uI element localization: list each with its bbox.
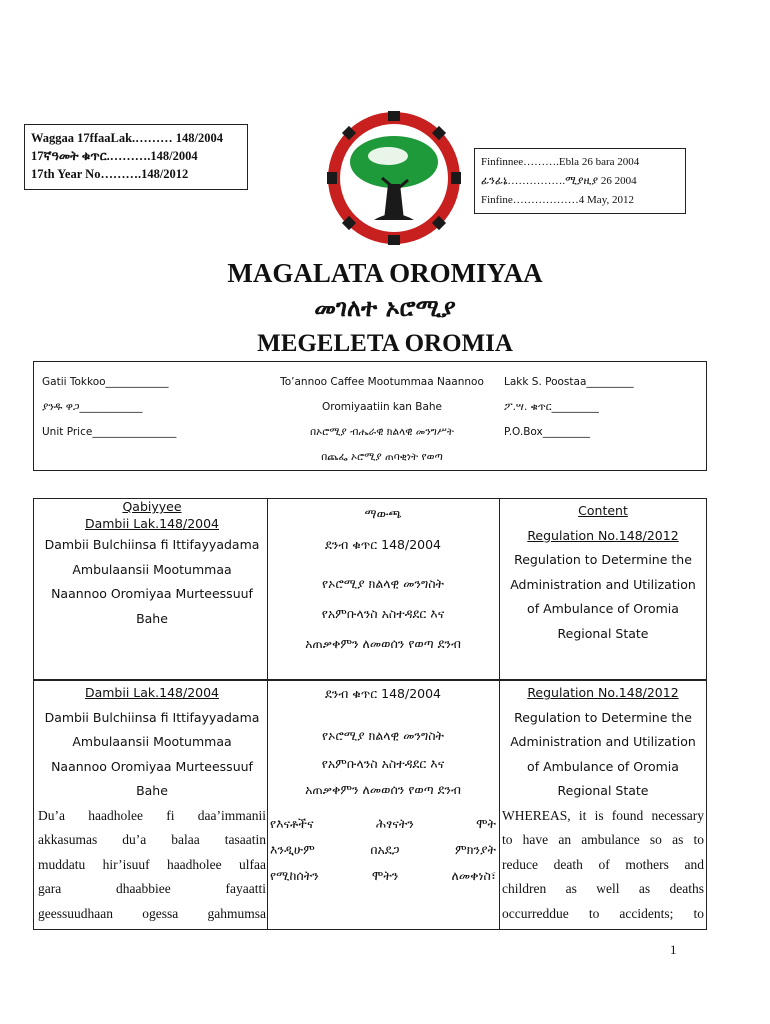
body-reg-title-amharic-2: የአምቡላንስ አስተዳደር እና bbox=[321, 756, 445, 771]
regulation-title-english-2: Administration and Utilization bbox=[510, 576, 696, 592]
oromia-emblem-logo bbox=[318, 108, 470, 258]
contents-heading-english: Content bbox=[578, 503, 628, 518]
body-reg-title-oromo-4: Bahe bbox=[136, 783, 168, 798]
unit-price-oromo: Gatii Tokkoo____________ bbox=[42, 376, 169, 388]
contents-oromo-cell bbox=[38, 499, 266, 631]
preamble-oromo-line-3: muddatu hir’isuuf haadholee ulfaa bbox=[38, 856, 266, 872]
publisher-line-1: To’annoo Caffee Mootummaa Naannoo bbox=[280, 376, 484, 388]
preamble-oromo-line-2: akkasumas du’a balaa tasaatin bbox=[38, 832, 266, 847]
title-english: MEGELETA OROMIA bbox=[257, 330, 513, 357]
body-reg-number-english: Regulation No.148/2012 bbox=[527, 685, 679, 700]
unit-price-english: Unit Price________________ bbox=[42, 426, 177, 438]
page-number: 1 bbox=[670, 942, 677, 957]
regulation-title-english-1: Regulation to Determine the bbox=[514, 552, 692, 567]
date-line-english: Finfine………………4 May, 2012 bbox=[481, 194, 634, 206]
po-box-column bbox=[504, 370, 634, 445]
regulation-title-amharic-3: አጠቃቀምን ለመወሰን የወጣ ደንብ bbox=[305, 636, 461, 651]
preamble-english-line-1: WHEREAS, it is found necessary bbox=[502, 807, 704, 823]
regulation-title-oromo-2: Ambulaansii Mootummaa bbox=[72, 561, 232, 577]
regulation-body-table bbox=[33, 680, 707, 930]
body-reg-title-oromo-1: Dambii Bulchiinsa fi Ittifayyadama bbox=[44, 709, 260, 725]
body-oromo-cell bbox=[38, 681, 266, 926]
po-box-amharic: ፖ.ሣ. ቁጥር_________ bbox=[504, 401, 599, 413]
regulation-title-english-3: of Ambulance of Oromia bbox=[527, 601, 679, 616]
body-english-cell bbox=[502, 681, 704, 926]
body-reg-title-oromo-2: Ambulaansii Mootummaa bbox=[72, 734, 232, 749]
regulation-number-english: Regulation No.148/2012 bbox=[527, 527, 679, 543]
title-amharic: መገለተ ኦሮሚያ bbox=[314, 294, 456, 322]
body-reg-title-oromo-3: Naannoo Oromiyaa Murteessuuf bbox=[51, 758, 253, 774]
contents-heading-oromo: Qabiyyee bbox=[122, 499, 182, 514]
issue-info-box bbox=[24, 124, 248, 190]
preamble-oromo-line-1: Du’a haadholee fi daa’immanii bbox=[38, 807, 266, 823]
body-reg-number-oromo: Dambii Lak.148/2004 bbox=[84, 685, 220, 700]
date-line-amharic: ፊንፊኔ…………….ሚያዚያ 26 2004 bbox=[481, 175, 637, 187]
price-column bbox=[42, 370, 176, 445]
publication-info-box bbox=[33, 361, 707, 471]
preamble-english-line-5: occurreddue to accidents; to bbox=[502, 905, 704, 921]
regulation-title-amharic-1: የኦሮሚያ ክልላዊ መንግስት bbox=[322, 576, 444, 591]
issue-line-amharic: 17ኛዓመት ቁጥር.……….148/2004 bbox=[31, 149, 198, 163]
preamble-english-line-3: reduce death of mothers and bbox=[502, 856, 704, 872]
publisher-line-3: በኦሮሚያ ብሔራዊ ክልላዊ መንግሥት bbox=[310, 426, 454, 438]
contents-table bbox=[33, 498, 707, 680]
date-info-box bbox=[474, 148, 686, 214]
preamble-amharic-line-3: የሚከሰትን ሞትን ለመቀነስ፣ bbox=[270, 868, 496, 883]
body-reg-title-english-2: Administration and Utilization bbox=[510, 734, 696, 749]
unit-price-amharic: ያንዱ ዋጋ____________ bbox=[42, 401, 143, 413]
body-reg-title-english-4: Regional State bbox=[557, 783, 649, 798]
issue-line-english: 17th Year No……….148/2012 bbox=[31, 167, 189, 181]
po-box-oromo: Lakk S. Poostaa_________ bbox=[504, 376, 634, 388]
body-reg-title-english-3: of Ambulance of Oromia bbox=[527, 758, 679, 774]
contents-english-cell bbox=[502, 499, 704, 646]
body-reg-title-amharic-3: አጠቃቀምን ለመወሰን የወጣ ደንብ bbox=[305, 782, 461, 797]
publisher-line-4: በጨፌ ኦሮሚያ ጠባቂነት የወጣ bbox=[321, 451, 443, 463]
contents-heading-amharic: ማውጫ bbox=[364, 506, 402, 521]
publisher-column bbox=[270, 370, 494, 470]
regulation-title-english-4: Regional State bbox=[557, 625, 649, 641]
date-line-oromo: Finfinnee……….Ebla 26 bara 2004 bbox=[481, 156, 640, 168]
preamble-amharic-line-2: እንዲሁም በአደጋ ምክንያት bbox=[270, 842, 496, 857]
regulation-title-oromo-3: Naannoo Oromiyaa Murteessuuf bbox=[51, 586, 253, 601]
regulation-number-amharic: ደንብ ቁጥር 148/2004 bbox=[324, 537, 442, 552]
preamble-english-line-2: to have an ambulance so as to bbox=[502, 832, 704, 847]
contents-amharic-cell bbox=[270, 499, 496, 659]
regulation-title-oromo-1: Dambii Bulchiinsa fi Ittifayyadama bbox=[44, 537, 260, 552]
regulation-number-oromo: Dambii Lak.148/2004 bbox=[84, 516, 220, 531]
po-box-english: P.O.Box_________ bbox=[504, 426, 590, 438]
body-reg-number-amharic: ደንብ ቁጥር 148/2004 bbox=[324, 686, 442, 701]
title-oromo: MAGALATA OROMIYAA bbox=[227, 258, 543, 288]
regulation-title-amharic-2: የአምቡላንስ አስተዳደር እና bbox=[321, 606, 445, 621]
body-reg-title-english-1: Regulation to Determine the bbox=[514, 709, 692, 725]
preamble-amharic-line-1: የእናቶችና ሕፃናትን ሞት bbox=[270, 816, 496, 831]
issue-line-oromo: Waggaa 17ffaaLak.……… 148/2004 bbox=[31, 131, 224, 145]
preamble-english-line-4: children as well as deaths bbox=[502, 881, 704, 896]
publisher-line-2: Oromiyaatiin kan Bahe bbox=[321, 401, 443, 413]
preamble-oromo-line-5: geessuudhaan ogessa gahmumsa bbox=[38, 905, 266, 921]
regulation-title-oromo-4: Bahe bbox=[136, 610, 168, 626]
body-reg-title-amharic-1: የኦሮሚያ ክልላዊ መንግስት bbox=[322, 728, 444, 743]
preamble-oromo-line-4: gara dhaabbiee fayaatti bbox=[38, 881, 266, 896]
body-amharic-cell bbox=[270, 681, 496, 889]
